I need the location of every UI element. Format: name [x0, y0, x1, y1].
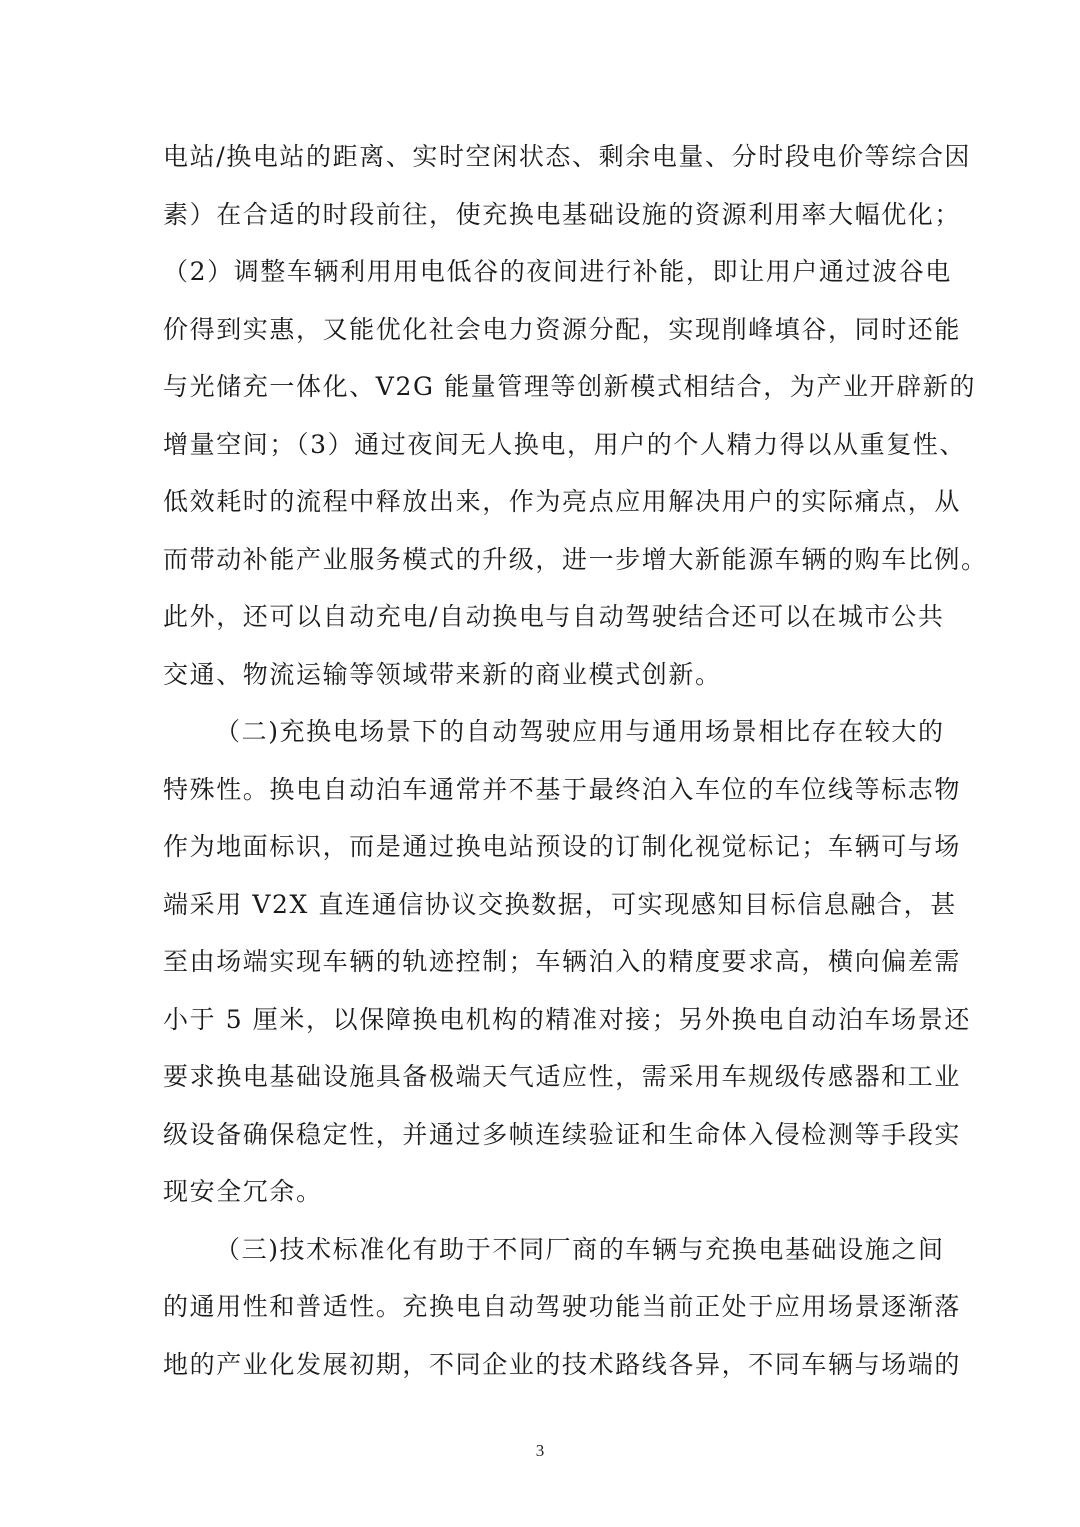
- text-line-7: 低效耗时的流程中释放出来，作为亮点应用解决用户的实际痛点，从: [163, 487, 962, 516]
- text-line-9: 此外，还可以自动充电/自动换电与自动驾驶结合还可以在城市公共: [163, 602, 945, 631]
- section-heading-3: （三)技术标准化有助于不同厂商的车辆与充换电基础设施之间: [215, 1234, 945, 1264]
- body-text: [163, 128, 988, 1393]
- page-number: 3: [535, 1441, 545, 1460]
- text-line-6: 增量空间；（3）通过夜间无人换电，用户的个人精力得以从重复性、: [163, 429, 967, 459]
- section-heading-2: （二)充换电场景下的自动驾驶应用与通用场景相比存在较大的: [215, 717, 945, 746]
- text-line-15: 至由场端实现车辆的轨迹控制；车辆泊入的精度要求高，横向偏差需: [163, 947, 962, 976]
- text-line-22: 地的产业化发展初期，不同企业的技术路线各异，不同车辆与场端的: [163, 1349, 962, 1379]
- text-line-1: 电站/换电站的距离、实时空闲状态、剩余电量、分时段电价等综合因: [163, 142, 972, 171]
- text-line-4: 价得到实惠，又能优化社会电力资源分配，实现削峰填谷，同时还能: [163, 314, 962, 344]
- text-line-12: 特殊性。换电自动泊车通常并不基于最终泊入车位的车位线等标志物: [163, 774, 962, 804]
- text-line-2: 素）在合适的时段前往，使充换电基础设施的资源利用率大幅优化；: [163, 199, 962, 229]
- text-line-16: 小于 5 厘米，以保障换电机构的精准对接；另外换电自动泊车场景还: [163, 1004, 972, 1034]
- text-line-18: 级设备确保稳定性，并通过多帧连续验证和生命体入侵检测等手段实: [163, 1119, 962, 1149]
- text-line-19: 现安全冗余。: [163, 1177, 323, 1206]
- text-line-17: 要求换电基础设施具备极端天气适应性，需采用车规级传感器和工业: [163, 1062, 962, 1091]
- text-line-8: 而带动补能产业服务模式的升级，进一步增大新能源车辆的购车比例。: [163, 544, 988, 574]
- text-line-14: 端采用 V2X 直连通信协议交换数据，可实现感知目标信息融合，甚: [163, 889, 957, 919]
- text-line-21: 的通用性和普适性。充换电自动驾驶功能当前正处于应用场景逐渐落: [163, 1292, 962, 1321]
- text-line-5: 与光储充一体化、V2G 能量管理等创新模式相结合，为产业开辟新的: [163, 372, 977, 401]
- text-line-10: 交通、物流运输等领域带来新的商业模式创新。: [163, 659, 722, 689]
- text-line-3: （2）调整车辆利用用电低谷的夜间进行补能，即让用户通过波谷电: [163, 257, 952, 286]
- text-line-13: 作为地面标识，而是通过换电站预设的订制化视觉标记；车辆可与场: [163, 832, 962, 861]
